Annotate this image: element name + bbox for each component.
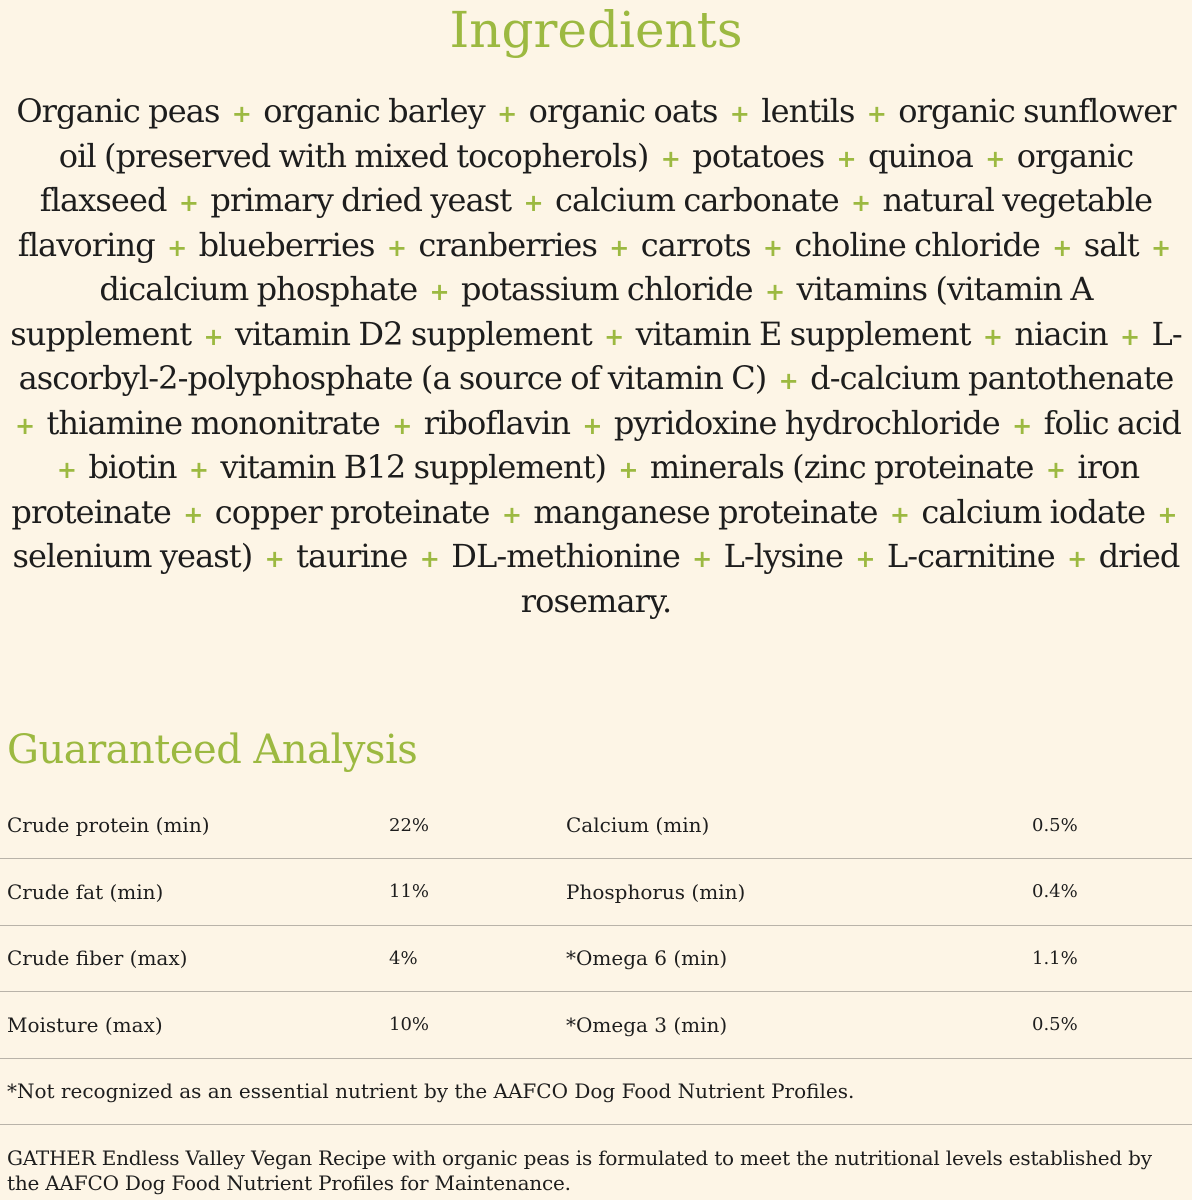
ingredient-item: vitamin B12 supplement) xyxy=(220,448,607,486)
ingredient-item: manganese proteinate xyxy=(533,492,878,531)
nutrient-name: Crude fiber (max) xyxy=(7,946,188,971)
nutrient-value: 0.5% xyxy=(1032,1014,1078,1036)
nutrient-name: *Omega 3 (min) xyxy=(566,1012,728,1037)
ingredient-item: quinoa xyxy=(868,136,973,175)
nutrient-value: 11% xyxy=(389,881,430,903)
ingredient-item: blueberries xyxy=(198,225,375,264)
divider xyxy=(0,1124,1192,1125)
plus-separator-icon: + xyxy=(762,233,783,262)
nutrient-value: 1.1% xyxy=(1032,947,1078,969)
ingredient-item: vitamin D2 supplement xyxy=(234,314,592,353)
ingredient-item: iron proteinate xyxy=(11,448,1140,531)
ingredient-item: choline chloride xyxy=(794,225,1040,264)
nutrient-name: Calcium (min) xyxy=(566,813,710,837)
ingredients-title: Ingredients xyxy=(449,1,743,59)
ingredient-item: organic barley xyxy=(263,92,485,130)
plus-separator-icon: + xyxy=(836,144,856,173)
nutrient-name: Crude protein (min) xyxy=(7,813,210,837)
ingredient-item: carrots xyxy=(640,225,751,264)
ingredient-item: pyridoxine hydrochloride xyxy=(613,403,1000,442)
ingredient-item: dicalcium phosphate xyxy=(99,270,418,308)
ingredient-item: L-ascorbyl-2-polyphosphate (a source of vitamin C) xyxy=(18,314,1182,397)
plus-separator-icon: + xyxy=(604,322,624,351)
nutrient-value: 10% xyxy=(389,1014,430,1036)
ingredient-item: vitamin E supplement xyxy=(635,314,971,353)
ingredient-item: selenium yeast) xyxy=(12,537,253,575)
ingredient-item: taurine xyxy=(296,537,408,575)
plus-separator-icon: + xyxy=(14,411,35,440)
ingredient-item: potatoes xyxy=(692,136,825,175)
plus-separator-icon: + xyxy=(1120,322,1140,351)
table-row xyxy=(0,925,1192,992)
plus-separator-icon: + xyxy=(188,456,209,484)
plus-separator-icon: + xyxy=(660,144,680,173)
plus-separator-icon: + xyxy=(692,545,712,573)
plus-separator-icon: + xyxy=(982,322,1003,351)
nutrient-value: 0.5% xyxy=(1032,814,1078,836)
plus-separator-icon: + xyxy=(1151,233,1171,262)
table-row xyxy=(0,992,1192,1059)
plus-separator-icon: + xyxy=(167,233,187,262)
ingredient-item: copper proteinate xyxy=(214,492,490,531)
ingredient-item: folic acid xyxy=(1043,403,1182,442)
plus-separator-icon: + xyxy=(264,545,284,573)
plus-separator-icon: + xyxy=(501,500,522,529)
plus-separator-icon: + xyxy=(56,456,77,484)
plus-separator-icon: + xyxy=(985,144,1005,173)
ingredient-item: dried rosemary. xyxy=(520,537,1180,620)
ingredient-item: potassium chloride xyxy=(461,270,753,308)
ingredient-item: organic flaxseed xyxy=(39,136,1134,219)
table-row xyxy=(0,859,1192,926)
plus-separator-icon: + xyxy=(851,189,871,217)
guaranteed-analysis-title: Guaranteed Analysis xyxy=(7,727,418,773)
plus-separator-icon: + xyxy=(609,233,629,262)
ingredient-item: vitamins (vitamin A supplement xyxy=(10,270,1093,353)
nutrient-name: Phosphorus (min) xyxy=(566,879,746,904)
ingredients-list xyxy=(6,91,1186,622)
plus-separator-icon: + xyxy=(778,367,798,395)
plus-separator-icon: + xyxy=(1012,411,1032,440)
nutrient-value: 22% xyxy=(389,814,430,836)
plus-separator-icon: + xyxy=(1157,500,1177,529)
ingredient-item: d-calcium pantothenate xyxy=(810,359,1174,397)
plus-separator-icon: + xyxy=(618,456,638,484)
ingredient-item: L-carnitine xyxy=(886,537,1055,575)
ingredient-item: riboflavin xyxy=(423,403,571,442)
ingredient-item: cranberries xyxy=(418,225,597,264)
plus-separator-icon: + xyxy=(203,322,223,351)
plus-separator-icon: + xyxy=(889,500,910,529)
ingredient-item: organic sunflower oil (preserved with mixed tocopherols) xyxy=(58,92,1176,175)
plus-separator-icon: + xyxy=(386,233,407,262)
plus-separator-icon: + xyxy=(1067,545,1087,573)
aafco-footnote: *Not recognized as an essential nutrient by the AAFCO Dog Food Nutrient Profiles. xyxy=(7,1079,855,1103)
plus-separator-icon: + xyxy=(582,411,602,440)
plus-separator-icon: + xyxy=(419,545,439,573)
nutrient-name: Moisture (max) xyxy=(7,1012,163,1037)
plus-separator-icon: + xyxy=(1052,233,1072,262)
nutrient-name: Crude fat (min) xyxy=(7,879,164,904)
ingredient-item: calcium carbonate xyxy=(555,181,839,219)
plus-separator-icon: + xyxy=(231,100,251,128)
plus-separator-icon: + xyxy=(429,278,449,306)
nutrient-name: *Omega 6 (min) xyxy=(566,946,728,971)
ingredient-item: thiamine mononitrate xyxy=(46,403,380,442)
table-row xyxy=(0,792,1192,859)
ingredient-item: minerals (zinc proteinate xyxy=(649,448,1034,486)
plus-separator-icon: + xyxy=(178,189,199,217)
plus-separator-icon: + xyxy=(729,100,749,128)
plus-separator-icon: + xyxy=(866,100,887,128)
guaranteed-analysis-table xyxy=(0,792,1192,1059)
ingredient-item: niacin xyxy=(1014,314,1108,353)
ingredient-item: organic oats xyxy=(528,92,718,130)
plus-separator-icon: + xyxy=(392,411,412,440)
ingredient-item: primary dried yeast xyxy=(210,181,512,219)
ingredient-item: calcium iodate xyxy=(921,492,1146,531)
plus-separator-icon: + xyxy=(497,100,517,128)
plus-separator-icon: + xyxy=(183,500,203,529)
ingredient-item: Organic peas xyxy=(16,92,220,130)
plus-separator-icon: + xyxy=(855,545,875,573)
plus-separator-icon: + xyxy=(1045,456,1066,484)
ingredient-item: biotin xyxy=(88,448,177,486)
ingredient-item: DL-methionine xyxy=(451,537,680,575)
ingredient-item: L-lysine xyxy=(723,537,844,575)
ingredient-item: natural vegetable flavoring xyxy=(17,181,1153,264)
plus-separator-icon: + xyxy=(523,189,543,217)
plus-separator-icon: + xyxy=(765,278,785,306)
nutrient-value: 4% xyxy=(389,947,418,969)
ingredient-item: lentils xyxy=(761,92,855,130)
aafco-statement: GATHER Endless Valley Vegan Recipe with organic peas is formulated to meet the nutritional levels established by the AAFCO Dog Food Nutrient Profiles for Maintenance. xyxy=(7,1146,1152,1195)
nutrient-value: 0.4% xyxy=(1032,881,1078,903)
ingredient-item: salt xyxy=(1083,225,1139,264)
